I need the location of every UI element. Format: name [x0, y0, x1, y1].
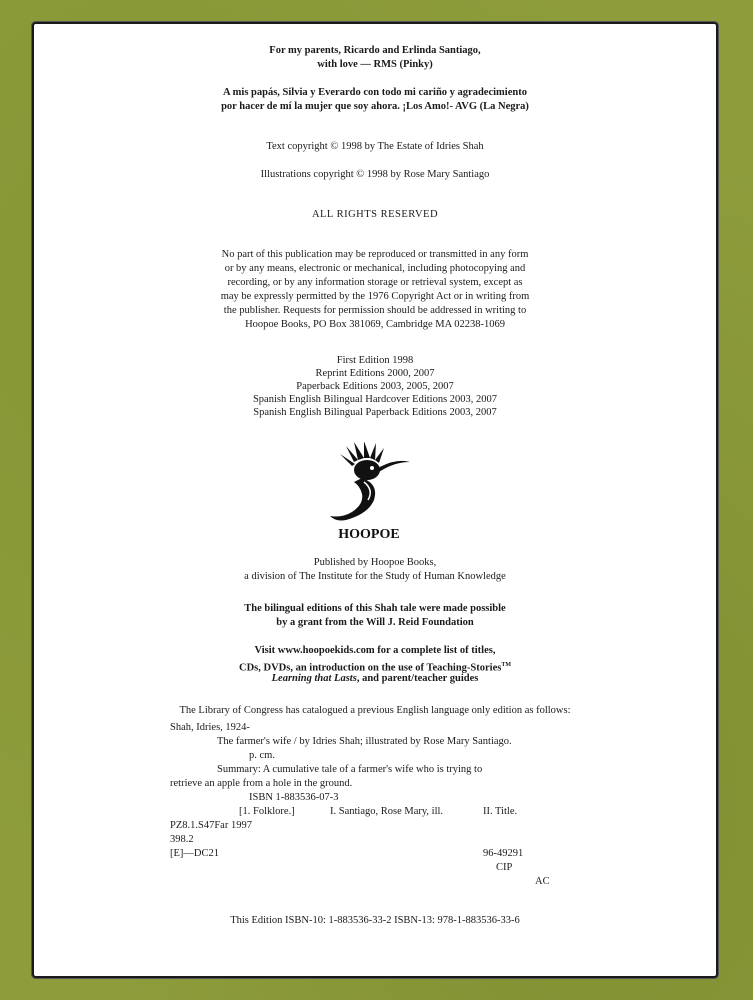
cip-subject-illustrator: I. Santiago, Rose Mary, ill.: [330, 806, 444, 817]
notice-line: the publisher. Requests for permission should be addressed in writing to: [223, 305, 527, 316]
edition-line: First Edition 1998: [336, 355, 414, 366]
dedication-line-3: A mis papás, Silvia y Everardo con todo mi cariño y agradecimiento: [223, 87, 527, 98]
cip-subject-folklore: [1. Folklore.]: [239, 806, 295, 817]
cip-label: CIP: [496, 862, 513, 873]
notice-line: No part of this publication may be reproduced or transmitted in any form: [221, 249, 529, 260]
notice-line: Hoopoe Books, PO Box 381069, Cambridge MA 02238-1069: [245, 319, 505, 330]
visit-line-3: [34, 672, 716, 686]
dedication-line-2: with love — RMS (Pinky): [317, 59, 433, 70]
cip-summary-1: Summary: A cumulative tale of a farmer's wife who is trying to: [217, 764, 483, 775]
trademark-mark: TM: [501, 662, 511, 668]
visit-line-2-text: CDs, DVDs, an introduction on the use of Teaching-Stories: [238, 662, 502, 674]
notice-line: may be expressly permitted by the 1976 Copyright Act or in writing from: [220, 291, 530, 302]
cip-pcm: p. cm.: [249, 750, 275, 761]
edition-line: Reprint Editions 2000, 2007: [315, 368, 435, 379]
visit-line-1: Visit www.hoopoekids.com for a complete list of titles,: [254, 645, 496, 656]
hoopoe-bird-icon: [324, 442, 414, 542]
edition-isbn: This Edition ISBN-10: 1-883536-33-2 ISBN-13: 978-1-883536-33-6: [230, 915, 520, 926]
grant-line-2: by a grant from the Will J. Reid Foundation: [276, 617, 474, 628]
notice-line: or by any means, electronic or mechanical, including photocopying and: [224, 263, 526, 274]
dedication-line-1: For my parents, Ricardo and Erlinda Santiago,: [269, 45, 481, 56]
edition-line: Paperback Editions 2003, 2005, 2007: [296, 381, 454, 392]
edition-line: Spanish English Bilingual Hardcover Editions 2003, 2007: [252, 394, 498, 405]
grant-line-1: The bilingual editions of this Shah tale were made possible: [244, 603, 506, 614]
publisher-line-2: a division of The Institute for the Study of Human Knowledge: [244, 571, 506, 582]
cip-author: Shah, Idries, 1924-: [170, 722, 250, 733]
text-copyright: Text copyright © 1998 by The Estate of Idries Shah: [266, 141, 484, 152]
cip-title: The farmer's wife / by Idries Shah; illustrated by Rose Mary Santiago.: [217, 736, 512, 747]
learning-that-lasts: Learning that Lasts: [271, 673, 357, 684]
cip-isbn: ISBN 1-883536-07-3: [249, 792, 339, 803]
illustrations-copyright: Illustrations copyright © 1998 by Rose Mary Santiago: [260, 169, 490, 180]
cip-subject-title: II. Title.: [483, 806, 518, 817]
cip-dc: [E]—DC21: [170, 848, 219, 859]
copyright-page: [34, 24, 716, 976]
cip-classification: PZ8.1.S47Far 1997: [170, 820, 252, 831]
hoopoe-logo-text: HOOPOE: [338, 527, 400, 542]
dedication-line-4: por hacer de mí la mujer que soy ahora. ¡Los Amo!- AVG (La Negra): [221, 101, 529, 112]
cip-dewey: 398.2: [170, 834, 194, 845]
cip-lccn: 96-49291: [483, 848, 524, 859]
ac-label: AC: [535, 876, 550, 887]
edition-line: Spanish English Bilingual Paperback Editions 2003, 2007: [253, 407, 497, 418]
notice-line: recording, or by any information storage or retrieval system, except as: [227, 277, 523, 288]
all-rights-reserved: ALL RIGHTS RESERVED: [311, 209, 439, 220]
cip-heading: The Library of Congress has catalogued a previous English language only edition as follows:: [179, 705, 571, 716]
publisher-line-1: Published by Hoopoe Books,: [313, 557, 437, 568]
visit-line-3-text: , and parent/teacher guides: [356, 673, 479, 684]
cip-summary-2: retrieve an apple from a hole in the ground.: [170, 778, 353, 789]
